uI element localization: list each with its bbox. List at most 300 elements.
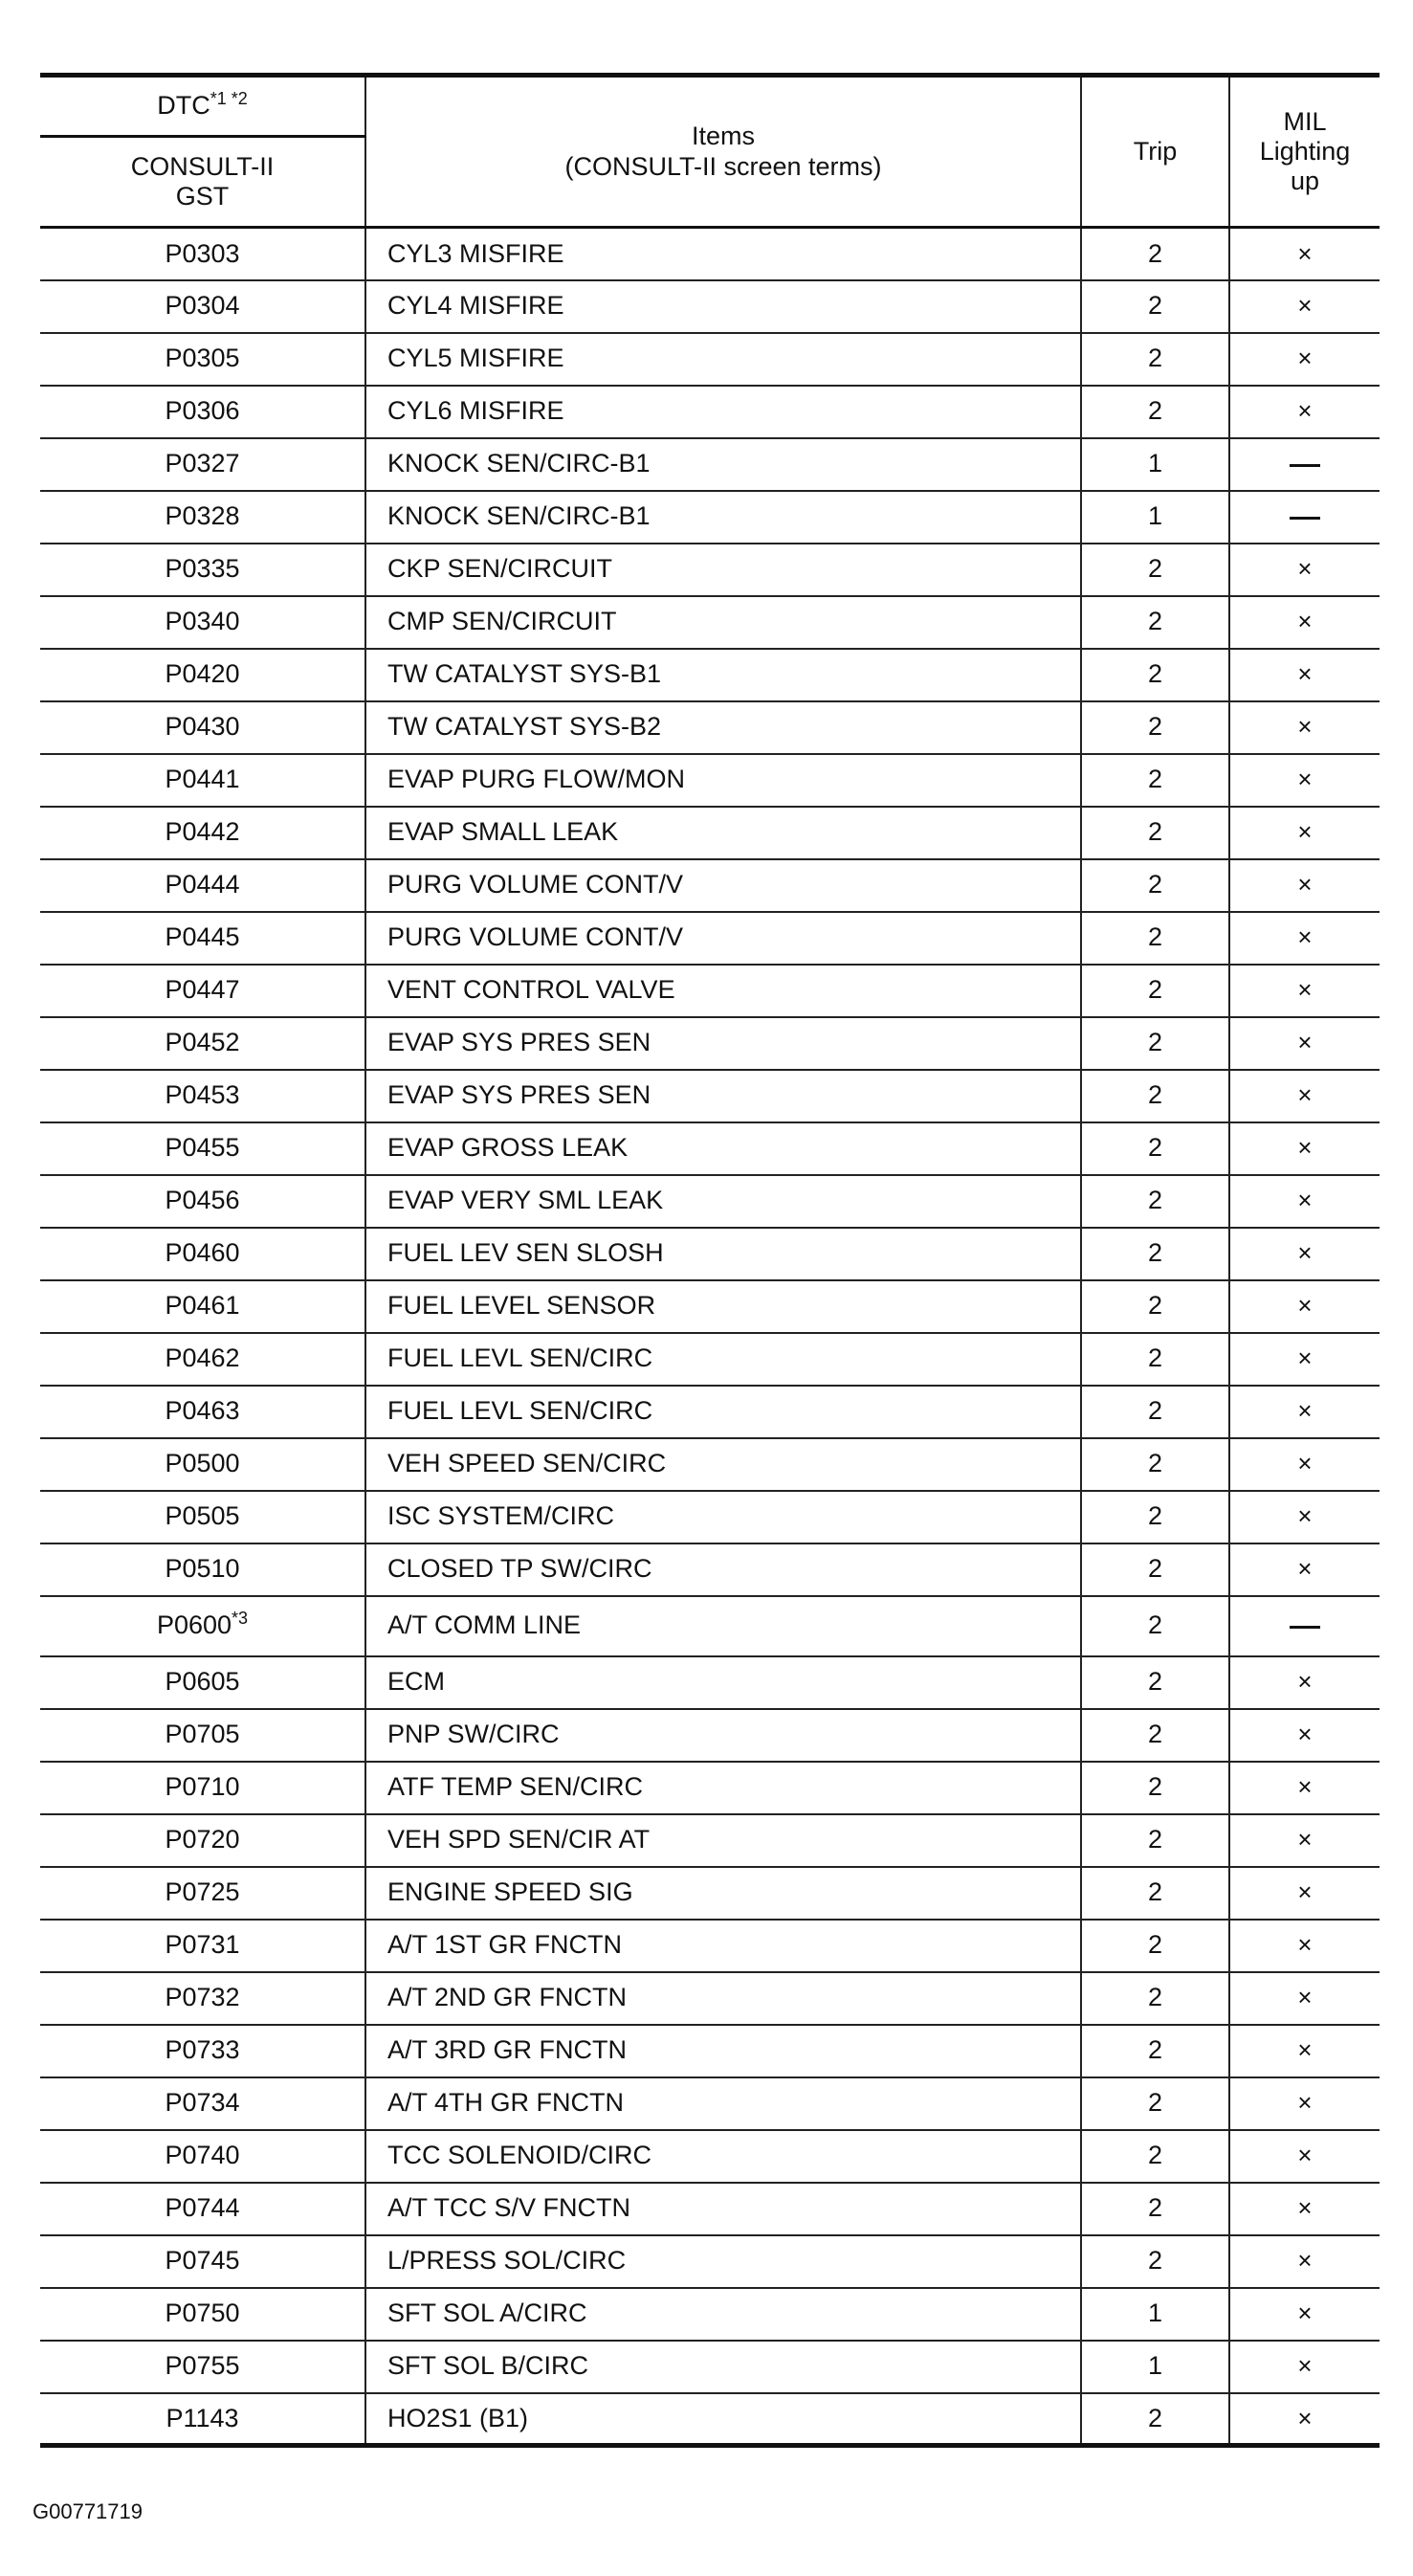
table-row bbox=[40, 912, 1380, 965]
item-cell: SFT SOL B/CIRC bbox=[365, 2341, 1081, 2393]
item-cell: CYL4 MISFIRE bbox=[365, 280, 1081, 333]
trip-cell: 2 bbox=[1081, 1280, 1229, 1333]
trip-cell: 2 bbox=[1081, 2235, 1229, 2288]
mil-cell bbox=[1229, 386, 1380, 438]
dtc-code: P0734 bbox=[165, 2088, 240, 2118]
dtc-code-cell bbox=[40, 1543, 365, 1596]
figure-id: G00771719 bbox=[33, 2499, 143, 2523]
mil-mark: × bbox=[1297, 1028, 1313, 1057]
item-cell: KNOCK SEN/CIRC-B1 bbox=[365, 438, 1081, 491]
dtc-code: P0750 bbox=[165, 2298, 240, 2328]
dtc-code-cell bbox=[40, 280, 365, 333]
trip-cell: 1 bbox=[1081, 2288, 1229, 2341]
dtc-code-cell bbox=[40, 1386, 365, 1438]
mil-mark: × bbox=[1297, 765, 1313, 794]
mil-cell bbox=[1229, 2130, 1380, 2183]
table-row bbox=[40, 1333, 1380, 1386]
item-cell: PURG VOLUME CONT/V bbox=[365, 859, 1081, 912]
mil-cell bbox=[1229, 1762, 1380, 1814]
dtc-code-cell bbox=[40, 1596, 365, 1656]
trip-header-label: Trip bbox=[1133, 136, 1178, 166]
table-row bbox=[40, 1814, 1380, 1867]
mil-cell bbox=[1229, 2393, 1380, 2446]
dtc-code-cell bbox=[40, 1228, 365, 1280]
dtc-code-cell bbox=[40, 965, 365, 1017]
dtc-code: P0463 bbox=[165, 1396, 240, 1426]
mil-cell bbox=[1229, 912, 1380, 965]
dtc-code-cell bbox=[40, 1491, 365, 1543]
mil-mark: × bbox=[1297, 922, 1313, 952]
mil-cell bbox=[1229, 1972, 1380, 2025]
dtc-code-cell bbox=[40, 1709, 365, 1762]
trip-cell: 2 bbox=[1081, 1596, 1229, 1656]
trip-cell: 2 bbox=[1081, 1543, 1229, 1596]
trip-cell: 2 bbox=[1081, 701, 1229, 754]
table-row bbox=[40, 438, 1380, 491]
mil-mark: × bbox=[1297, 1720, 1313, 1749]
dtc-code-cell bbox=[40, 386, 365, 438]
mil-mark: × bbox=[1297, 2088, 1313, 2118]
trip-cell: 2 bbox=[1081, 1017, 1229, 1070]
mil-cell bbox=[1229, 2288, 1380, 2341]
trip-cell: 2 bbox=[1081, 2183, 1229, 2235]
item-cell: A/T TCC S/V FNCTN bbox=[365, 2183, 1081, 2235]
dtc-footnote-marks: *1 *2 bbox=[210, 89, 248, 109]
table-row bbox=[40, 1543, 1380, 1596]
dtc-code-cell bbox=[40, 2130, 365, 2183]
item-cell: VENT CONTROL VALVE bbox=[365, 965, 1081, 1017]
trip-cell: 2 bbox=[1081, 2130, 1229, 2183]
trip-cell: 2 bbox=[1081, 1709, 1229, 1762]
table-row bbox=[40, 859, 1380, 912]
mil-cell bbox=[1229, 859, 1380, 912]
item-cell: CYL3 MISFIRE bbox=[365, 228, 1081, 280]
item-cell: CKP SEN/CIRCUIT bbox=[365, 544, 1081, 596]
table-row bbox=[40, 701, 1380, 754]
trip-cell: 2 bbox=[1081, 2025, 1229, 2077]
item-cell: VEH SPEED SEN/CIRC bbox=[365, 1438, 1081, 1491]
trip-cell: 2 bbox=[1081, 333, 1229, 386]
mil-cell bbox=[1229, 1017, 1380, 1070]
trip-cell: 1 bbox=[1081, 438, 1229, 491]
mil-mark: × bbox=[1297, 291, 1313, 321]
item-cell: EVAP SYS PRES SEN bbox=[365, 1070, 1081, 1122]
item-cell: VEH SPD SEN/CIR AT bbox=[365, 1814, 1081, 1867]
dtc-code: P0705 bbox=[165, 1720, 240, 1749]
table-row bbox=[40, 807, 1380, 859]
mil-cell bbox=[1229, 438, 1380, 491]
mil-cell bbox=[1229, 596, 1380, 649]
mil-mark: × bbox=[1297, 607, 1313, 636]
trip-cell: 2 bbox=[1081, 1122, 1229, 1175]
dtc-code-cell bbox=[40, 491, 365, 544]
table-row bbox=[40, 1762, 1380, 1814]
table-row bbox=[40, 1491, 1380, 1543]
mil-mark: × bbox=[1297, 344, 1313, 373]
mil-cell bbox=[1229, 2341, 1380, 2393]
dtc-code: P0452 bbox=[165, 1028, 240, 1057]
mil-cell bbox=[1229, 1122, 1380, 1175]
item-cell: ECM bbox=[365, 1656, 1081, 1709]
trip-cell: 2 bbox=[1081, 228, 1229, 280]
dtc-code: P0456 bbox=[165, 1186, 240, 1215]
dtc-code-cell bbox=[40, 596, 365, 649]
trip-cell: 2 bbox=[1081, 544, 1229, 596]
trip-header bbox=[1081, 76, 1229, 228]
dtc-code: P0461 bbox=[165, 1291, 240, 1321]
dtc-code-cell bbox=[40, 1280, 365, 1333]
dtc-code: P0500 bbox=[165, 1449, 240, 1478]
table-row bbox=[40, 2130, 1380, 2183]
item-cell: FUEL LEVL SEN/CIRC bbox=[365, 1386, 1081, 1438]
mil-mark: × bbox=[1297, 870, 1313, 899]
trip-cell: 2 bbox=[1081, 649, 1229, 701]
items-header-label: Items (CONSULT-II screen terms) bbox=[564, 122, 882, 181]
mil-cell bbox=[1229, 333, 1380, 386]
item-cell: ENGINE SPEED SIG bbox=[365, 1867, 1081, 1920]
mil-cell bbox=[1229, 1438, 1380, 1491]
dtc-code: P1143 bbox=[166, 2403, 239, 2432]
mil-mark bbox=[1290, 464, 1320, 467]
table-row bbox=[40, 1122, 1380, 1175]
dtc-code-cell bbox=[40, 1814, 365, 1867]
dtc-code: P0304 bbox=[165, 291, 240, 321]
mil-cell bbox=[1229, 491, 1380, 544]
mil-mark: × bbox=[1297, 1501, 1313, 1531]
mil-header bbox=[1229, 76, 1380, 228]
dtc-code: P0510 bbox=[165, 1554, 240, 1584]
trip-cell: 2 bbox=[1081, 2077, 1229, 2130]
dtc-code-cell bbox=[40, 1972, 365, 2025]
dtc-code: P0460 bbox=[165, 1238, 240, 1268]
item-cell: A/T 1ST GR FNCTN bbox=[365, 1920, 1081, 1972]
table-row bbox=[40, 1656, 1380, 1709]
mil-mark: × bbox=[1297, 1667, 1313, 1697]
table-row bbox=[40, 386, 1380, 438]
table-row bbox=[40, 1596, 1380, 1656]
dtc-code-cell bbox=[40, 912, 365, 965]
dtc-code-cell bbox=[40, 1017, 365, 1070]
dtc-code: P0505 bbox=[165, 1501, 240, 1531]
dtc-table bbox=[40, 73, 1380, 2448]
table-row bbox=[40, 2183, 1380, 2235]
dtc-code: P0303 bbox=[165, 238, 240, 268]
item-cell: PURG VOLUME CONT/V bbox=[365, 912, 1081, 965]
dtc-code: P0453 bbox=[165, 1080, 240, 1110]
table-row bbox=[40, 596, 1380, 649]
item-cell: TW CATALYST SYS-B1 bbox=[365, 649, 1081, 701]
mil-cell bbox=[1229, 1920, 1380, 1972]
trip-cell: 2 bbox=[1081, 1070, 1229, 1122]
trip-cell: 2 bbox=[1081, 1491, 1229, 1543]
trip-cell: 2 bbox=[1081, 1762, 1229, 1814]
dtc-code-cell bbox=[40, 649, 365, 701]
mil-mark: × bbox=[1297, 659, 1313, 689]
table-row bbox=[40, 1070, 1380, 1122]
mil-mark: × bbox=[1297, 712, 1313, 742]
dtc-code: P0328 bbox=[165, 501, 240, 531]
mil-mark: × bbox=[1297, 1133, 1313, 1163]
dtc-code: P0420 bbox=[165, 659, 240, 689]
dtc-code-cell bbox=[40, 2393, 365, 2446]
trip-cell: 2 bbox=[1081, 912, 1229, 965]
trip-cell: 2 bbox=[1081, 1656, 1229, 1709]
mil-cell bbox=[1229, 228, 1380, 280]
item-cell: FUEL LEV SEN SLOSH bbox=[365, 1228, 1081, 1280]
dtc-code: P0740 bbox=[165, 2141, 240, 2170]
dtc-code: P0441 bbox=[165, 765, 240, 794]
mil-cell bbox=[1229, 1491, 1380, 1543]
trip-cell: 2 bbox=[1081, 2393, 1229, 2446]
dtc-code: P0725 bbox=[165, 1877, 240, 1907]
dtc-code: P0710 bbox=[165, 1772, 240, 1802]
item-cell: CMP SEN/CIRCUIT bbox=[365, 596, 1081, 649]
item-cell: SFT SOL A/CIRC bbox=[365, 2288, 1081, 2341]
dtc-code-cell bbox=[40, 1762, 365, 1814]
trip-cell: 2 bbox=[1081, 1438, 1229, 1491]
mil-mark bbox=[1290, 1626, 1320, 1629]
dtc-code-cell bbox=[40, 228, 365, 280]
trip-cell: 2 bbox=[1081, 280, 1229, 333]
item-cell: PNP SW/CIRC bbox=[365, 1709, 1081, 1762]
mil-cell bbox=[1229, 701, 1380, 754]
mil-mark: × bbox=[1297, 975, 1313, 1005]
mil-mark: × bbox=[1297, 554, 1313, 584]
item-cell: EVAP GROSS LEAK bbox=[365, 1122, 1081, 1175]
mil-cell bbox=[1229, 754, 1380, 807]
trip-cell: 2 bbox=[1081, 1867, 1229, 1920]
item-cell: ISC SYSTEM/CIRC bbox=[365, 1491, 1081, 1543]
dtc-code: P0600 bbox=[156, 1610, 232, 1640]
dtc-code: P0744 bbox=[165, 2193, 240, 2223]
table-row bbox=[40, 1709, 1380, 1762]
dtc-table-body bbox=[40, 228, 1380, 2446]
table-row bbox=[40, 965, 1380, 1017]
dtc-code: P0442 bbox=[165, 817, 240, 847]
item-cell: EVAP SMALL LEAK bbox=[365, 807, 1081, 859]
mil-mark: × bbox=[1297, 1772, 1313, 1802]
mil-mark: × bbox=[1297, 1930, 1313, 1960]
item-cell: TCC SOLENOID/CIRC bbox=[365, 2130, 1081, 2183]
mil-cell bbox=[1229, 1070, 1380, 1122]
dtc-code-cell bbox=[40, 544, 365, 596]
dtc-code-cell bbox=[40, 1070, 365, 1122]
dtc-header bbox=[40, 76, 365, 137]
trip-cell: 1 bbox=[1081, 491, 1229, 544]
item-cell: KNOCK SEN/CIRC-B1 bbox=[365, 491, 1081, 544]
mil-cell bbox=[1229, 1656, 1380, 1709]
dtc-code-cell bbox=[40, 1122, 365, 1175]
mil-mark: × bbox=[1297, 1291, 1313, 1321]
table-row bbox=[40, 280, 1380, 333]
dtc-code: P0430 bbox=[165, 712, 240, 742]
item-cell: FUEL LEVEL SENSOR bbox=[365, 1280, 1081, 1333]
item-cell: L/PRESS SOL/CIRC bbox=[365, 2235, 1081, 2288]
dtc-code-cell bbox=[40, 2288, 365, 2341]
mil-mark: × bbox=[1297, 1186, 1313, 1215]
mil-header-label: MIL Lighting up bbox=[1259, 106, 1351, 196]
table-row bbox=[40, 2288, 1380, 2341]
dtc-code-cell bbox=[40, 1333, 365, 1386]
table-row bbox=[40, 1438, 1380, 1491]
trip-cell: 2 bbox=[1081, 386, 1229, 438]
mil-cell bbox=[1229, 2025, 1380, 2077]
mil-mark: × bbox=[1297, 1449, 1313, 1478]
table-row bbox=[40, 2077, 1380, 2130]
consult-gst-header bbox=[40, 137, 365, 228]
dtc-label: DTC bbox=[157, 91, 210, 121]
dtc-code: P0445 bbox=[165, 922, 240, 952]
mil-mark: × bbox=[1297, 1238, 1313, 1268]
mil-cell bbox=[1229, 1867, 1380, 1920]
dtc-code: P0732 bbox=[165, 1983, 240, 2012]
mil-mark: × bbox=[1297, 2035, 1313, 2065]
table-row bbox=[40, 1280, 1380, 1333]
table-row bbox=[40, 1920, 1380, 1972]
table-row bbox=[40, 1175, 1380, 1228]
item-cell: EVAP PURG FLOW/MON bbox=[365, 754, 1081, 807]
trip-cell: 2 bbox=[1081, 965, 1229, 1017]
mil-cell bbox=[1229, 2235, 1380, 2288]
dtc-code-cell bbox=[40, 2183, 365, 2235]
mil-cell bbox=[1229, 1333, 1380, 1386]
mil-cell bbox=[1229, 544, 1380, 596]
dtc-code: P0444 bbox=[165, 870, 240, 899]
mil-cell bbox=[1229, 965, 1380, 1017]
mil-cell bbox=[1229, 1596, 1380, 1656]
dtc-code: P0720 bbox=[165, 1825, 240, 1854]
mil-mark: × bbox=[1297, 396, 1313, 426]
table-row bbox=[40, 1228, 1380, 1280]
item-cell: ATF TEMP SEN/CIRC bbox=[365, 1762, 1081, 1814]
mil-cell bbox=[1229, 1543, 1380, 1596]
dtc-code: P0306 bbox=[165, 396, 240, 426]
dtc-code-cell bbox=[40, 2025, 365, 2077]
table-row bbox=[40, 333, 1380, 386]
dtc-code-cell bbox=[40, 1920, 365, 1972]
trip-cell: 2 bbox=[1081, 1814, 1229, 1867]
dtc-code: P0335 bbox=[165, 554, 240, 584]
dtc-code-cell bbox=[40, 701, 365, 754]
table-row bbox=[40, 491, 1380, 544]
mil-mark: × bbox=[1297, 2403, 1313, 2432]
table-row bbox=[40, 1972, 1380, 2025]
dtc-code: P0731 bbox=[165, 1930, 240, 1960]
dtc-code: P0755 bbox=[165, 2351, 240, 2381]
mil-cell bbox=[1229, 1175, 1380, 1228]
items-header bbox=[365, 76, 1081, 228]
mil-cell bbox=[1229, 1228, 1380, 1280]
table-row bbox=[40, 2341, 1380, 2393]
trip-cell: 2 bbox=[1081, 1972, 1229, 2025]
item-cell: CYL5 MISFIRE bbox=[365, 333, 1081, 386]
dtc-code: P0305 bbox=[165, 344, 240, 373]
dtc-code-cell bbox=[40, 1438, 365, 1491]
item-cell: EVAP VERY SML LEAK bbox=[365, 1175, 1081, 1228]
mil-mark: × bbox=[1297, 1877, 1313, 1907]
table-row bbox=[40, 2235, 1380, 2288]
mil-mark: × bbox=[1297, 1983, 1313, 2012]
trip-cell: 2 bbox=[1081, 1175, 1229, 1228]
mil-mark: × bbox=[1297, 1396, 1313, 1426]
item-cell: EVAP SYS PRES SEN bbox=[365, 1017, 1081, 1070]
mil-cell bbox=[1229, 649, 1380, 701]
mil-mark: × bbox=[1297, 2193, 1313, 2223]
mil-mark: × bbox=[1297, 238, 1313, 268]
mil-mark: × bbox=[1297, 2141, 1313, 2170]
item-cell: HO2S1 (B1) bbox=[365, 2393, 1081, 2446]
dtc-code: P0745 bbox=[165, 2246, 240, 2276]
mil-mark: × bbox=[1297, 1344, 1313, 1373]
dtc-code: P0605 bbox=[165, 1667, 240, 1697]
dtc-code-cell bbox=[40, 2341, 365, 2393]
mil-mark: × bbox=[1297, 1554, 1313, 1584]
trip-cell: 2 bbox=[1081, 1920, 1229, 1972]
item-cell: A/T COMM LINE bbox=[365, 1596, 1081, 1656]
item-cell: TW CATALYST SYS-B2 bbox=[365, 701, 1081, 754]
table-row bbox=[40, 1867, 1380, 1920]
trip-cell: 1 bbox=[1081, 2341, 1229, 2393]
mil-mark: × bbox=[1297, 817, 1313, 847]
dtc-code-cell bbox=[40, 1175, 365, 1228]
dtc-code: P0447 bbox=[165, 975, 240, 1005]
item-cell: A/T 4TH GR FNCTN bbox=[365, 2077, 1081, 2130]
mil-mark: × bbox=[1297, 2298, 1313, 2328]
table-row bbox=[40, 1017, 1380, 1070]
dtc-code-footnote: *3 bbox=[232, 1609, 249, 1629]
table-row bbox=[40, 2025, 1380, 2077]
dtc-code: P0340 bbox=[165, 607, 240, 636]
mil-mark: × bbox=[1297, 1080, 1313, 1110]
trip-cell: 2 bbox=[1081, 1333, 1229, 1386]
table-row bbox=[40, 544, 1380, 596]
dtc-code-cell bbox=[40, 438, 365, 491]
table-row bbox=[40, 2393, 1380, 2446]
dtc-code: P0733 bbox=[165, 2035, 240, 2065]
table-row bbox=[40, 754, 1380, 807]
consult-gst-label: CONSULT-II GST bbox=[130, 151, 275, 211]
item-cell: FUEL LEVL SEN/CIRC bbox=[365, 1333, 1081, 1386]
item-cell: A/T 3RD GR FNCTN bbox=[365, 2025, 1081, 2077]
dtc-code-cell bbox=[40, 1867, 365, 1920]
dtc-code-cell bbox=[40, 2077, 365, 2130]
item-cell: CYL6 MISFIRE bbox=[365, 386, 1081, 438]
item-cell: A/T 2ND GR FNCTN bbox=[365, 1972, 1081, 2025]
dtc-code-cell bbox=[40, 2235, 365, 2288]
mil-cell bbox=[1229, 807, 1380, 859]
trip-cell: 2 bbox=[1081, 859, 1229, 912]
table-row bbox=[40, 228, 1380, 280]
trip-cell: 2 bbox=[1081, 754, 1229, 807]
trip-cell: 2 bbox=[1081, 807, 1229, 859]
dtc-code: P0327 bbox=[165, 449, 240, 478]
trip-cell: 2 bbox=[1081, 596, 1229, 649]
mil-mark: × bbox=[1297, 2246, 1313, 2276]
trip-cell: 2 bbox=[1081, 1386, 1229, 1438]
mil-cell bbox=[1229, 2077, 1380, 2130]
dtc-code-cell bbox=[40, 1656, 365, 1709]
mil-cell bbox=[1229, 1814, 1380, 1867]
mil-cell bbox=[1229, 280, 1380, 333]
item-cell: CLOSED TP SW/CIRC bbox=[365, 1543, 1081, 1596]
table-row bbox=[40, 1386, 1380, 1438]
table-row bbox=[40, 649, 1380, 701]
mil-cell bbox=[1229, 2183, 1380, 2235]
dtc-code-cell bbox=[40, 859, 365, 912]
mil-cell bbox=[1229, 1280, 1380, 1333]
dtc-code-cell bbox=[40, 333, 365, 386]
mil-mark: × bbox=[1297, 2351, 1313, 2381]
